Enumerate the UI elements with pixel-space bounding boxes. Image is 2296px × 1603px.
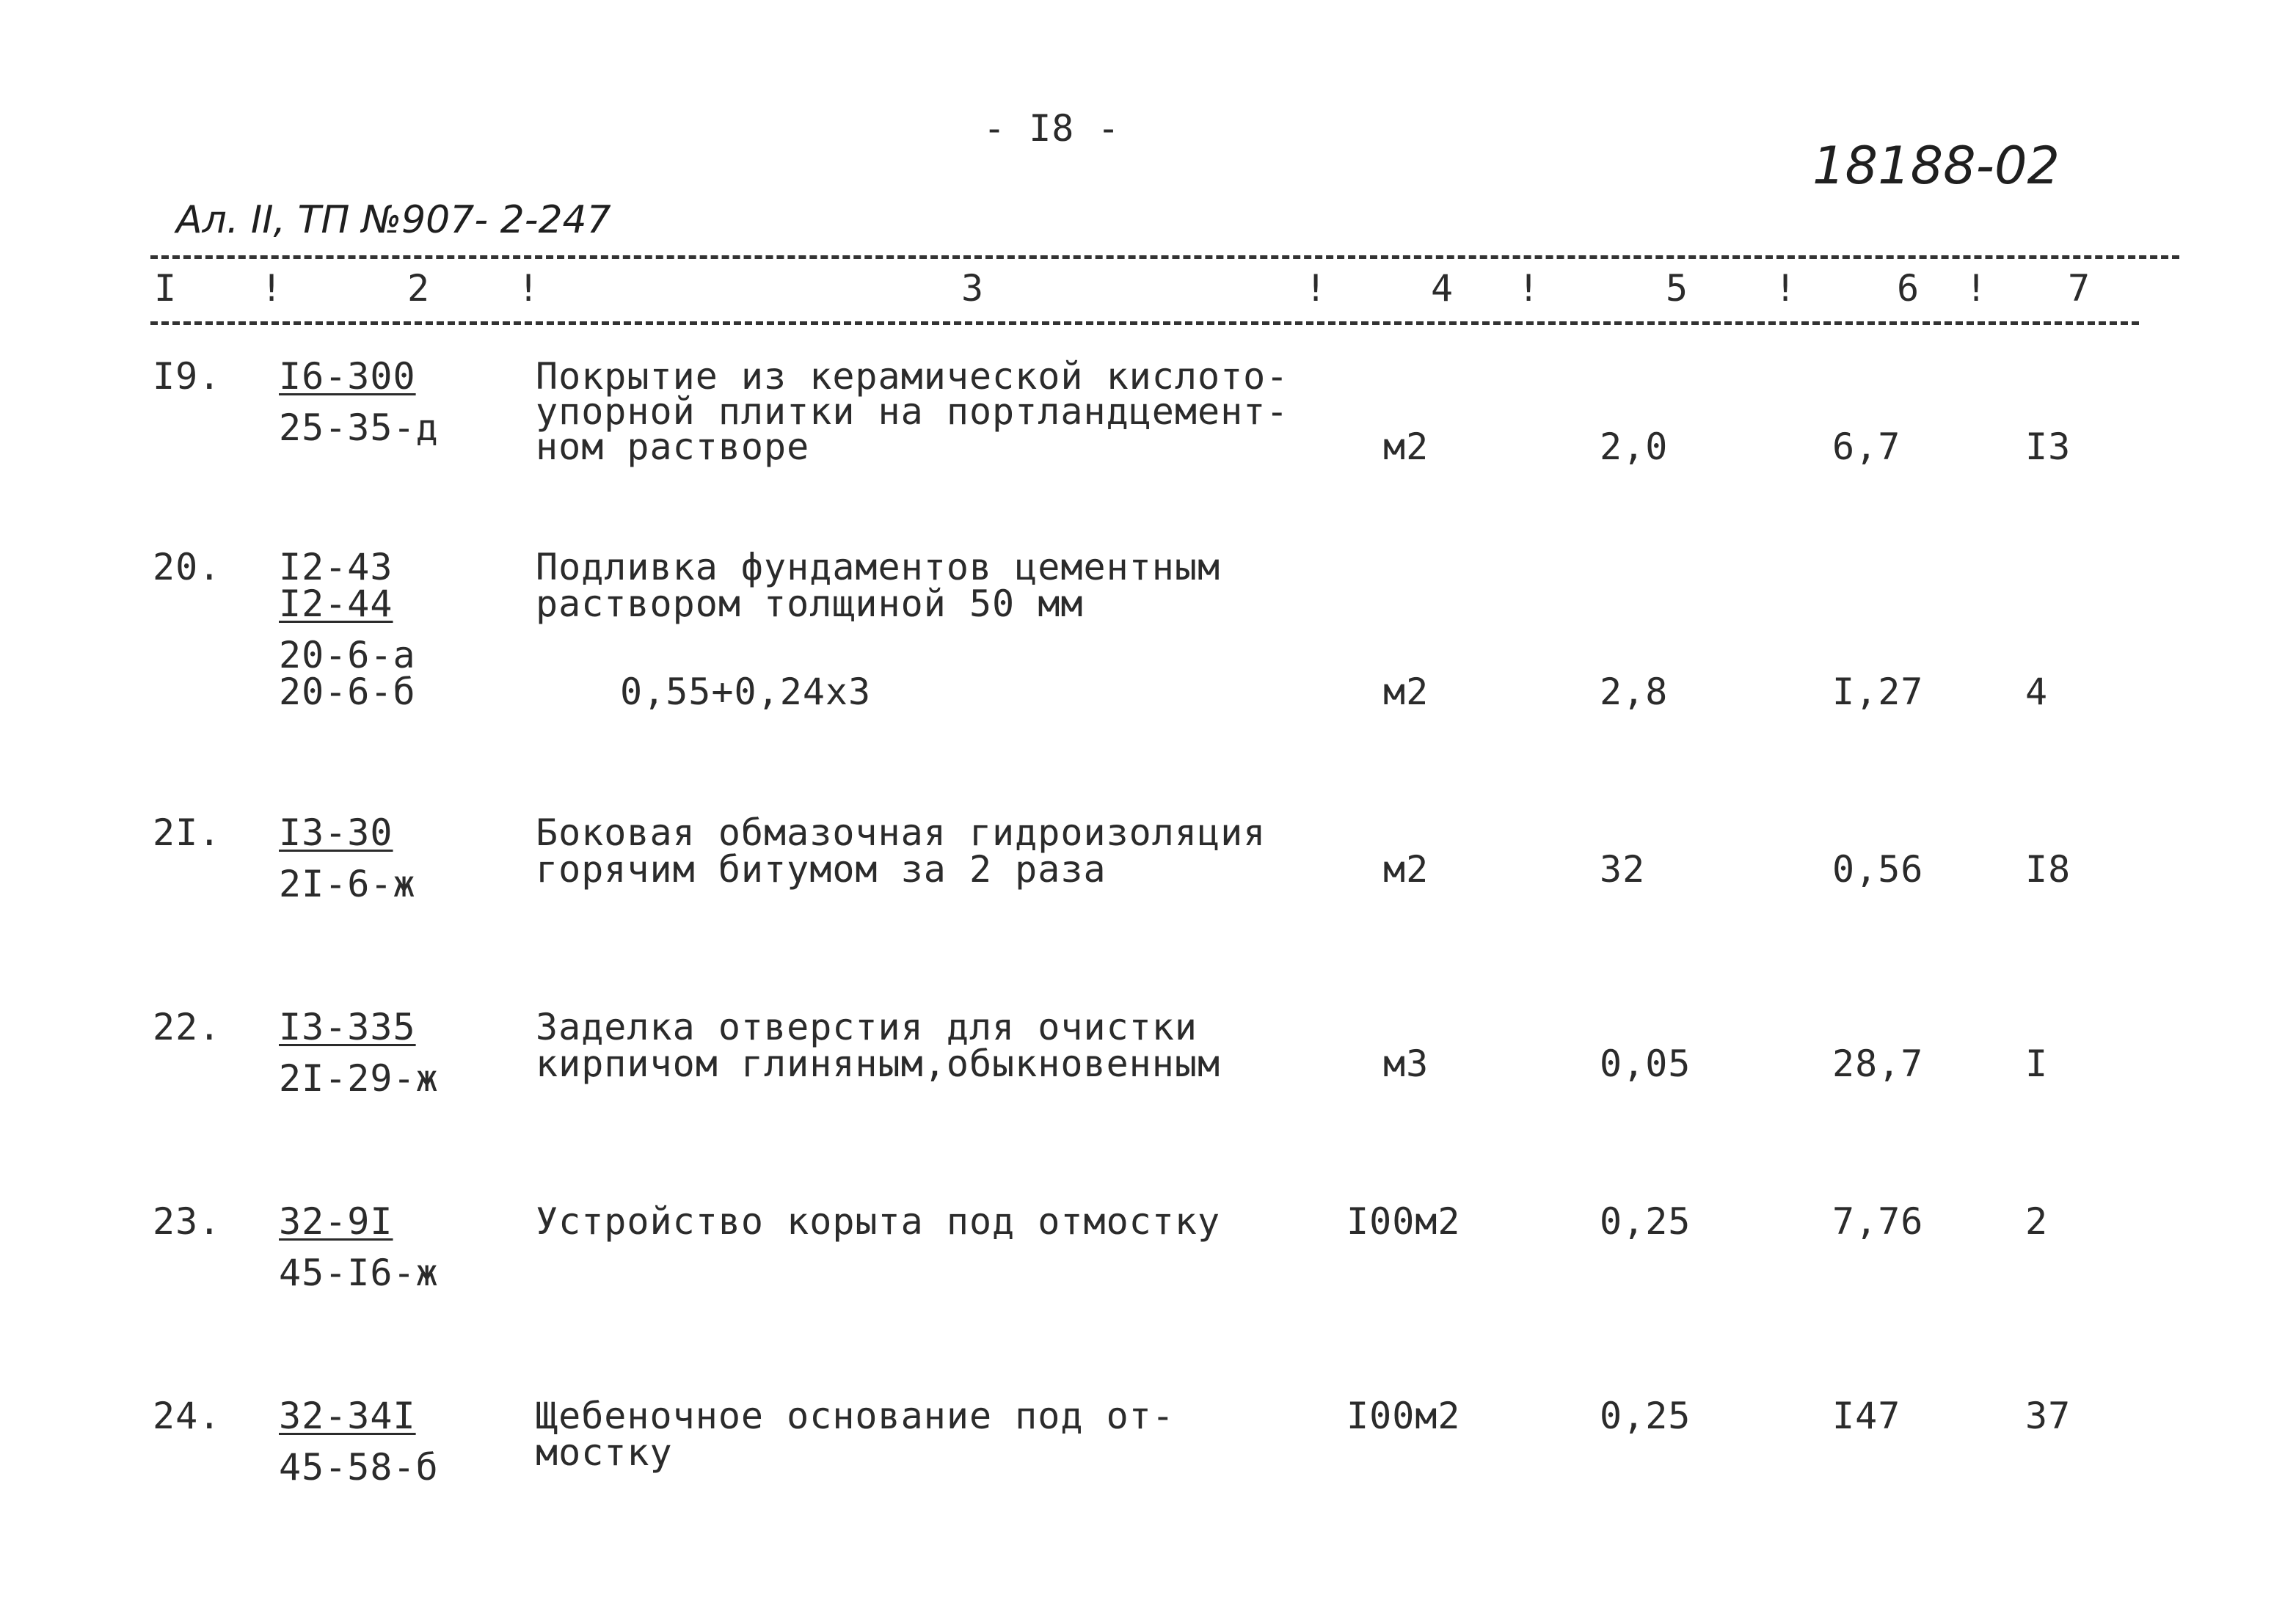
- rate-code: 20-6-а: [279, 634, 416, 676]
- rate-code: 25-35-д: [279, 406, 439, 449]
- column-header-5: 5: [1666, 267, 1689, 310]
- column-header-7: 7: [2068, 267, 2091, 310]
- rate-code: 45-I6-ж: [279, 1252, 439, 1294]
- sheet-reference: Ал. II, ТП №907- 2-247: [176, 198, 611, 242]
- unit: I00м2: [1346, 1395, 1461, 1437]
- document-code: 18188-02: [1812, 136, 2060, 196]
- unit: м2: [1383, 848, 1429, 891]
- unit: I00м2: [1346, 1200, 1461, 1243]
- column-separator: !: [1965, 267, 1989, 310]
- total-cost: 4: [2025, 671, 2049, 713]
- header-rule-bottom: [150, 321, 2139, 325]
- unit-price: I,27: [1832, 671, 1924, 713]
- quantity: 0,05: [1600, 1043, 1691, 1085]
- column-separator: !: [1305, 267, 1328, 310]
- work-description: кирпичом глиняным,обыкновенным: [536, 1043, 1221, 1085]
- quantity: 0,25: [1600, 1395, 1691, 1437]
- work-description: упорной плитки на портландцемент-: [536, 390, 1289, 433]
- work-description: Подливка фундаментов цементным: [536, 546, 1221, 588]
- page-number: - I8 -: [983, 107, 1120, 150]
- rate-code: I2-43: [279, 546, 393, 588]
- column-header-4: 4: [1431, 267, 1454, 310]
- rate-code: I6-300: [279, 355, 416, 398]
- work-description: раствором толщиной 50 мм: [536, 583, 1084, 625]
- rate-code: 45-58-б: [279, 1446, 439, 1489]
- total-cost: I3: [2025, 426, 2071, 468]
- quantity-formula: 0,55+0,24x3: [620, 671, 872, 713]
- row-number: 22.: [153, 1006, 222, 1048]
- column-separator: !: [1517, 267, 1541, 310]
- row-number: I9.: [153, 355, 222, 398]
- unit: м3: [1383, 1043, 1429, 1085]
- rate-code: 32-34I: [279, 1395, 416, 1437]
- work-description: Боковая обмазочная гидроизоляция: [536, 811, 1267, 854]
- work-description: горячим битумом за 2 раза: [536, 848, 1107, 891]
- header-rule-top: [150, 255, 2179, 259]
- column-separator: !: [1774, 267, 1798, 310]
- rate-code: 20-6-б: [279, 671, 416, 713]
- total-cost: I: [2025, 1043, 2049, 1085]
- rate-code: I2-44: [279, 583, 393, 625]
- work-description: Покрытие из керамической кислото-: [536, 355, 1289, 398]
- column-header-1: I: [154, 267, 178, 310]
- rate-code: 2I-29-ж: [279, 1057, 439, 1100]
- row-number: 23.: [153, 1200, 222, 1243]
- total-cost: 37: [2025, 1395, 2071, 1437]
- column-header-3: 3: [961, 267, 985, 310]
- rate-code: I3-335: [279, 1006, 416, 1048]
- row-number: 24.: [153, 1395, 222, 1437]
- unit-price: 7,76: [1832, 1200, 1924, 1243]
- unit-price: 6,7: [1832, 426, 1901, 468]
- quantity: 2,0: [1600, 426, 1669, 468]
- unit-price: I47: [1832, 1395, 1901, 1437]
- unit: м2: [1383, 426, 1429, 468]
- quantity: 0,25: [1600, 1200, 1691, 1243]
- quantity: 32: [1600, 848, 1646, 891]
- column-separator: !: [517, 267, 541, 310]
- rate-code: I3-30: [279, 811, 393, 854]
- work-description: ном растворе: [536, 426, 810, 468]
- work-description: мостку: [536, 1431, 673, 1474]
- column-separator: !: [260, 267, 284, 310]
- quantity: 2,8: [1600, 671, 1669, 713]
- total-cost: 2: [2025, 1200, 2049, 1243]
- column-header-2: 2: [407, 267, 431, 310]
- work-description: Щебеночное основание под от-: [536, 1395, 1175, 1437]
- rate-code: 32-9I: [279, 1200, 393, 1243]
- row-number: 2I.: [153, 811, 222, 854]
- unit: м2: [1383, 671, 1429, 713]
- work-description: Заделка отверстия для очистки: [536, 1006, 1198, 1048]
- total-cost: I8: [2025, 848, 2071, 891]
- column-header-6: 6: [1897, 267, 1920, 310]
- row-number: 20.: [153, 546, 222, 588]
- unit-price: 28,7: [1832, 1043, 1924, 1085]
- unit-price: 0,56: [1832, 848, 1924, 891]
- rate-code: 2I-6-ж: [279, 863, 416, 905]
- work-description: Устройство корыта под отмостку: [536, 1200, 1221, 1243]
